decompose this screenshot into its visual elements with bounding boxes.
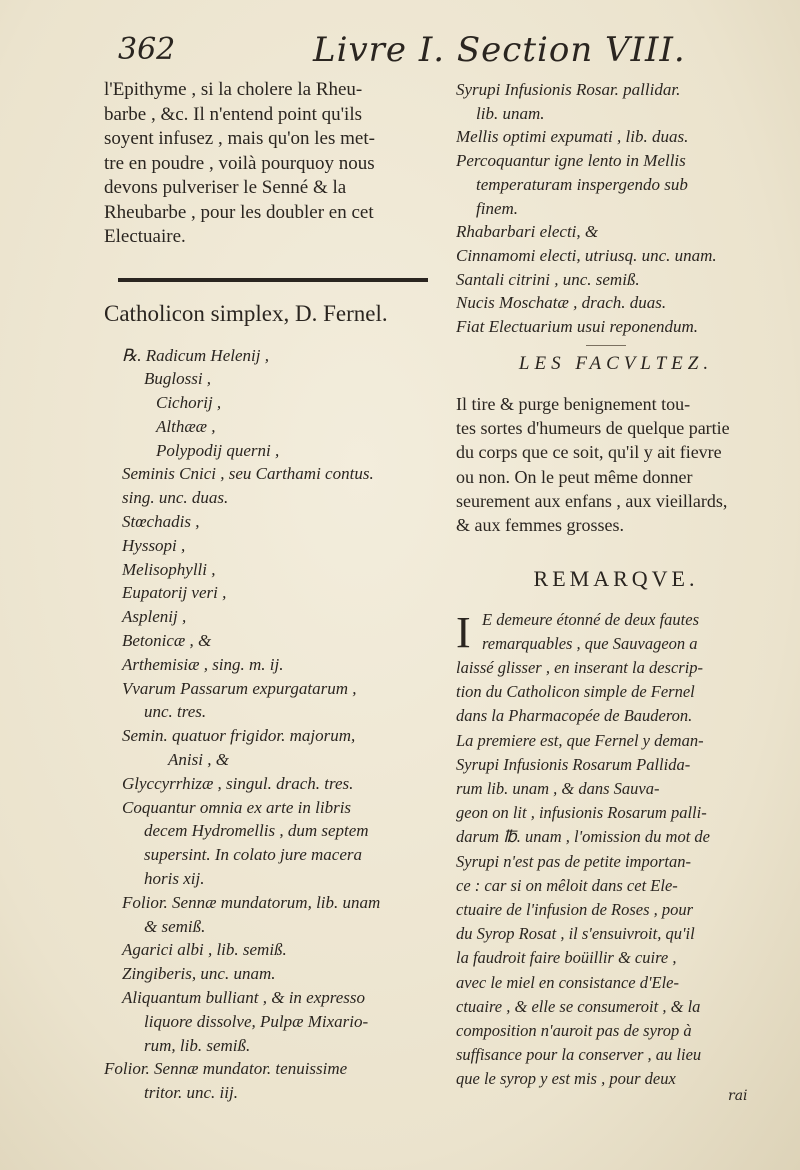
text-line: Syrupi n'est pas de petite importan- bbox=[456, 851, 691, 871]
text-line: devons pulveriser le Senné & la bbox=[104, 177, 347, 198]
drop-cap: I bbox=[456, 607, 471, 657]
text-line: composition n'auroit pas de syrop à bbox=[456, 1020, 692, 1040]
recipe-line: sing. unc. duas. bbox=[122, 488, 229, 508]
text-line: soyent infusez , mais qu'on les met- bbox=[104, 128, 375, 149]
recipe-line: Coquantur omnia ex arte in libris bbox=[122, 797, 352, 817]
recipe-line: supersint. In colato jure macera bbox=[144, 845, 362, 865]
text-line: Rheubarbe , pour les doubler en cet bbox=[104, 201, 374, 223]
recipe-line: Fiat Electuarium usui reponendum. bbox=[456, 317, 699, 337]
text-line: avec le miel en consistance d'Ele- bbox=[456, 972, 679, 992]
text-line: tre en poudre , voilà pourquoy nous bbox=[104, 152, 375, 174]
recipe-line: Zingiberis, unc. unam. bbox=[122, 964, 276, 984]
text-line: ce : car si on mêloit dans cet Ele- bbox=[456, 875, 678, 895]
text-line: ou non. On le peut même donner bbox=[456, 466, 693, 487]
recipe-line: liquore dissolve, Pulpæ Mixario- bbox=[144, 1011, 369, 1031]
text-line: Il tire & purge benignement tou- bbox=[456, 393, 691, 414]
text-line: tes sortes d'humeurs de quelque partie bbox=[456, 418, 730, 439]
recipe-line: Cichorij , bbox=[156, 393, 222, 413]
recipe-line: Betonicæ , & bbox=[122, 631, 212, 651]
recipe-line: lib. unam. bbox=[476, 103, 545, 123]
text-line: que le syrop y est mis , pour deux bbox=[456, 1069, 676, 1089]
recipe-line: Seminis Cnici , seu Carthami contus. bbox=[122, 464, 374, 484]
left-column bbox=[104, 78, 439, 1105]
text-line: la faudroit faire boüillir & cuire , bbox=[456, 948, 677, 968]
remarque-heading: REMARQVE. bbox=[533, 565, 699, 591]
recipe-line: unc. tres. bbox=[144, 702, 207, 722]
recipe-line: Polypodij querni , bbox=[156, 440, 280, 460]
recipe-line: ℞. Radicum Helenij , bbox=[122, 345, 269, 365]
recipe-line: Buglossi , bbox=[144, 369, 212, 389]
recipe-line: Hyssopi , bbox=[122, 535, 186, 555]
recipe-line: Melisophylli , bbox=[122, 559, 216, 579]
text-line: darum ℔. unam , l'omission du mot de bbox=[456, 827, 710, 847]
recipe-line: Nucis Moschatæ , drach. duas. bbox=[456, 293, 667, 313]
text-line: Electuaire. bbox=[104, 226, 186, 247]
running-title: Livre I. Section VIII. bbox=[313, 30, 686, 70]
recipe-line: & semiß. bbox=[144, 916, 206, 936]
recipe-line: Vvarum Passarum expurgatarum , bbox=[122, 678, 357, 698]
text-line: laissé glisser , en inserant la descrip- bbox=[456, 657, 704, 677]
text-line: suffisance pour la conserver , au lieu bbox=[456, 1045, 702, 1065]
recipe-line: Eupatorij veri , bbox=[122, 583, 227, 603]
catchword: rai bbox=[728, 1088, 748, 1104]
recipe-line: Mellis optimi expumati , lib. duas. bbox=[456, 127, 689, 147]
recipe-line: decem Hydromellis , dum septem bbox=[144, 821, 369, 841]
section-divider bbox=[118, 278, 428, 282]
text-line: La premiere est, que Fernel y deman- bbox=[456, 730, 704, 750]
text-line: ctuaire de l'infusion de Roses , pour bbox=[456, 899, 694, 919]
text-line: & aux femmes grosses. bbox=[456, 515, 624, 536]
recipe-line: Folior. Sennæ mundator. tenuissime bbox=[104, 1059, 348, 1079]
recipe-line: Percoquantur igne lento in Mellis bbox=[456, 151, 686, 171]
text-line: rum lib. unam , & dans Sauva- bbox=[456, 778, 660, 798]
recipe-line: Glyccyrrhizæ , singul. drach. tres. bbox=[122, 773, 354, 793]
recipe-line: Cinnamomi electi, utriusq. unc. unam. bbox=[456, 245, 717, 265]
right-column bbox=[456, 78, 776, 1092]
recipe-line: Semin. quatuor frigidor. majorum, bbox=[122, 726, 356, 746]
facultez-paragraph bbox=[456, 392, 776, 538]
recipe-line: tritor. unc. iij. bbox=[144, 1083, 238, 1103]
recipe-line: temperaturam inspergendo sub bbox=[476, 174, 688, 194]
recipe-heading: Catholicon simplex, D. Fernel. bbox=[104, 300, 388, 326]
page-number: 362 bbox=[118, 32, 176, 67]
text-line: geon on lit , infusionis Rosarum palli- bbox=[456, 803, 707, 823]
remarque-paragraph bbox=[456, 608, 776, 1092]
recipe-line: horis xij. bbox=[144, 869, 205, 889]
page-header bbox=[118, 30, 768, 78]
facultez-heading: LES FACVLTEZ. bbox=[518, 352, 714, 374]
text-line: seurement aux enfans , aux vieillards, bbox=[456, 490, 728, 511]
recipe-line: Aliquantum bulliant , & in expresso bbox=[122, 988, 366, 1008]
short-divider bbox=[586, 345, 626, 346]
text-line: ctuaire , & elle se consumeroit , & la bbox=[456, 996, 701, 1016]
recipe-line: Asplenij , bbox=[122, 607, 187, 627]
recipe-line: Santali citrini , unc. semiß. bbox=[456, 269, 640, 289]
text-line: dans la Pharmacopée de Bauderon. bbox=[456, 706, 693, 726]
recipe-line: Althææ , bbox=[156, 416, 216, 436]
text-line: E demeure étonné de deux fautes bbox=[482, 609, 700, 629]
recipe-line: Agarici albi , lib. semiß. bbox=[122, 940, 287, 960]
text-line: l'Epithyme , si la cholere la Rheu- bbox=[104, 79, 363, 100]
text-line: remarquables , que Sauvageon a bbox=[482, 633, 698, 653]
recipe-list bbox=[104, 344, 439, 1106]
text-line: tion du Catholicon simple de Fernel bbox=[456, 682, 695, 702]
recipe-line: Rhabarbari electi, & bbox=[456, 222, 599, 242]
recipe-line: Stœchadis , bbox=[122, 512, 200, 532]
recipe-line: Arthemisiæ , sing. m. ij. bbox=[122, 654, 284, 674]
recipe-line: rum, lib. semiß. bbox=[144, 1035, 251, 1055]
recipe-line: Folior. Sennæ mundatorum, lib. unam bbox=[122, 892, 381, 912]
recipe-continuation bbox=[456, 78, 776, 339]
recipe-line: finem. bbox=[476, 198, 519, 218]
recipe-line: Anisi , & bbox=[168, 750, 229, 770]
text-line: du corps que ce soit, qu'il y ait fievre bbox=[456, 442, 722, 463]
text-line: du Syrop Rosat , il s'ensuivroit, qu'il bbox=[456, 924, 695, 944]
recipe-line: Syrupi Infusionis Rosar. pallidar. bbox=[456, 80, 681, 99]
intro-paragraph bbox=[104, 78, 439, 250]
text-line: barbe , &c. Il n'entend point qu'ils bbox=[104, 103, 363, 125]
text-line: Syrupi Infusionis Rosarum Pallida- bbox=[456, 754, 691, 774]
